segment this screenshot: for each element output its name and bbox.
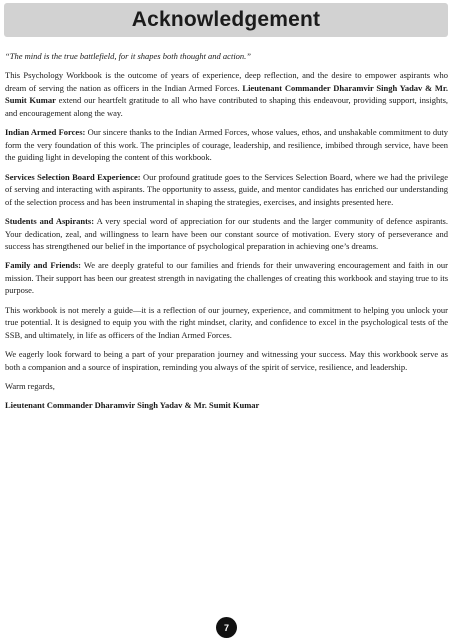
intro-text-end: extend our heartfelt gratitude to all who have contributed to shaping this endeavour, providing support, insights, and encouragement along the way. (5, 95, 449, 118)
closing-paragraph: This workbook is not merely a guide—it is a reflection of our journey, experience, and commitment to helping you unlock your true potential. It is designed to equip you with the right mindset, clarity, and confidence to excel in the psychological tests of the SSB, and ultimately, in life as officers of the Indian Armed Forces. (5, 304, 448, 340)
section-heading: Indian Armed Forces: (5, 127, 86, 138)
section-text: Our profound gratitude goes to the Services Selection Board, where we had the privilege of serving and interacting with aspirants. The opportunity to assess, guide, and mentor candidates has enriched our understanding of the selection process and has been instrumental in shaping the strategies, exercises, and insights presented here. (5, 171, 448, 207)
section-text: Our sincere thanks to the Indian Armed Forces, whose values, ethos, and unshakable commitment to duty form the very foundation of this work. The principles of courage, leadership, and resilience, imbibed through service, have been the guiding light in developing the content of this workbook. (5, 127, 449, 163)
section-text: A very special word of appreciation for our students and the larger community of defence aspirants. Your dedication, zeal, and willingness to learn have been our constant source of motivation. Every story of perseverance and success has strengthened our belief in the importance of psychological preparation in achieving one’s dreams. (5, 215, 448, 252)
epigraph-quote: “The mind is the true battlefield, for it shapes both thought and action.” (5, 51, 252, 61)
title-banner (4, 3, 448, 37)
intro-authors: Lieutenant Commander Dharamvir Singh Yadav & Mr. Sumit Kumar (5, 82, 448, 106)
signature: Lieutenant Commander Dharamvir Singh Yadav & Mr. Sumit Kumar (5, 400, 260, 410)
section-heading: Students and Aspirants: (5, 215, 95, 226)
page-number-badge (216, 617, 237, 638)
section-armed-forces (5, 126, 448, 164)
section-students-aspirants (5, 215, 448, 253)
closing-paragraph: We eagerly look forward to being a part of your preparation journey and witnessing your success. May this workbook serve as both a companion and a source of inspiration, reminding you always of the spirit of service, resilience, and leadership. (5, 349, 448, 372)
acknowledgement-body (5, 50, 448, 418)
page-number: 7 (223, 622, 229, 633)
page-title: Acknowledgement (131, 8, 321, 31)
section-text: We are deeply grateful to our families and friends for their unwavering encouragement and faith in our mission. Their support has been our greatest strength in navigating the challenges of creating this workbook and staying true to its purpose. (5, 260, 448, 296)
section-heading: Services Selection Board Experience: (5, 171, 141, 182)
intro-paragraph (5, 69, 448, 119)
section-family-friends (5, 259, 448, 297)
section-ssb-experience (5, 171, 448, 209)
sign-off: Warm regards, (5, 380, 55, 391)
section-heading: Family and Friends: (5, 260, 82, 271)
intro-text-start: This Psychology Workbook is the outcome of years of experience, deep reflection, and the desire to empower aspirants who dream of serving the nation as officers in the Indian Armed Forces. (5, 70, 448, 93)
